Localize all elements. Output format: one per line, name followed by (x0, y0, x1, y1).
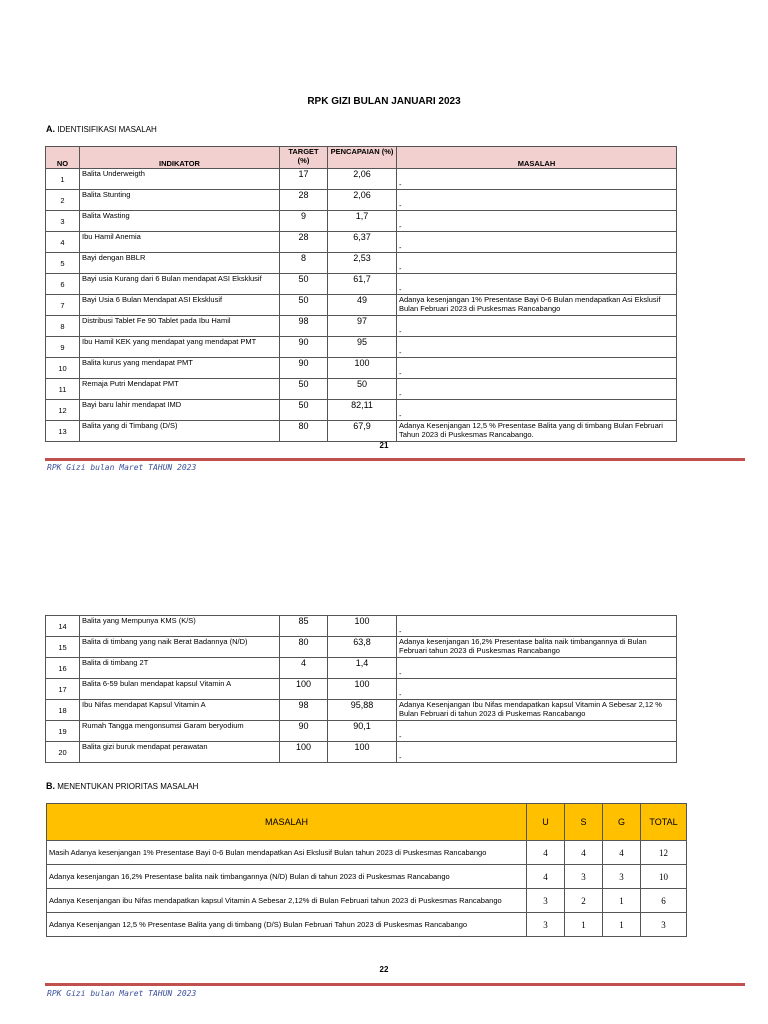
indicator-table-part2 (45, 615, 677, 763)
indicator-table-part1 (45, 146, 677, 442)
table-row (46, 637, 677, 658)
row-target: 28 (280, 190, 328, 211)
row-target: 9 (280, 211, 328, 232)
priority-s: 1 (565, 913, 603, 937)
row-indikator: Bayi baru lahir mendapat IMD (80, 400, 280, 421)
row-target: 8 (280, 253, 328, 274)
priority-u: 3 (527, 913, 565, 937)
row-pencapaian: 100 (328, 679, 397, 700)
row-no: 8 (46, 316, 80, 337)
priority-g: 3 (603, 865, 641, 889)
row-no: 16 (46, 658, 80, 679)
row-target: 80 (280, 637, 328, 658)
footer-rule (45, 983, 745, 986)
row-masalah: - (397, 316, 677, 337)
row-no: 5 (46, 253, 80, 274)
row-indikator: Balita Wasting (80, 211, 280, 232)
row-indikator: Balita Underweigth (80, 169, 280, 190)
row-pencapaian: 6,37 (328, 232, 397, 253)
row-indikator: Distribusi Tablet Fe 90 Tablet pada Ibu Hamil (80, 316, 280, 337)
priority-header-g: G (603, 804, 641, 841)
priority-u: 4 (527, 865, 565, 889)
row-indikator: Balita Stunting (80, 190, 280, 211)
row-no: 19 (46, 721, 80, 742)
table-row (46, 232, 677, 253)
row-indikator: Remaja Putri Mendapat PMT (80, 379, 280, 400)
priority-masalah: Adanya Kesenjangan 12,5 % Presentase Balita yang di timbang (D/S) Bulan Februari Tahun 2023 di Puskesmas Rancabango (47, 913, 527, 937)
row-masalah: Adanya Kesenjangan 12,5 % Presentase Balita yang di timbang Bulan Februari Tahun 2023 di Puskesmas Rancabango. (397, 421, 677, 442)
row-pencapaian: 90,1 (328, 721, 397, 742)
row-no: 7 (46, 295, 80, 316)
row-no: 12 (46, 400, 80, 421)
row-pencapaian: 95,88 (328, 700, 397, 721)
row-target: 98 (280, 700, 328, 721)
priority-s: 3 (565, 865, 603, 889)
table-row (46, 169, 677, 190)
row-masalah: - (397, 211, 677, 232)
priority-row (47, 889, 687, 913)
table-row (46, 211, 677, 232)
table-row (46, 616, 677, 637)
row-indikator: Balita di timbang yang naik Berat Badannya (N/D) (80, 637, 280, 658)
page-footer: RPK Gizi bulan Maret TAHUN 2023 (47, 463, 197, 472)
table-row (46, 379, 677, 400)
priority-masalah: Masih Adanya kesenjangan 1% Presentase Bayi 0-6 Bulan mendapatkan Asi Ekslusif Bulan tahun 2023 di Puskesmas Rancabango (47, 841, 527, 865)
row-indikator: Bayi usia Kurang dari 6 Bulan mendapat ASI Eksklusif (80, 274, 280, 295)
row-target: 90 (280, 337, 328, 358)
table-row (46, 316, 677, 337)
row-indikator: Balita 6-59 bulan mendapat kapsul Vitamin A (80, 679, 280, 700)
row-no: 15 (46, 637, 80, 658)
priority-row (47, 913, 687, 937)
row-no: 3 (46, 211, 80, 232)
priority-total: 3 (641, 913, 687, 937)
row-no: 14 (46, 616, 80, 637)
section-b-heading (46, 781, 198, 791)
row-masalah: - (397, 190, 677, 211)
priority-g: 4 (603, 841, 641, 865)
priority-total: 10 (641, 865, 687, 889)
row-masalah: - (397, 379, 677, 400)
row-pencapaian: 67,9 (328, 421, 397, 442)
priority-total: 6 (641, 889, 687, 913)
table-row (46, 253, 677, 274)
row-indikator: Ibu Nifas mendapat Kapsul Vitamin A (80, 700, 280, 721)
priority-g: 1 (603, 913, 641, 937)
row-masalah: Adanya kesenjangan 16,2% Presentase balita naik timbangannya di Bulan Februari tahun 2023 di Puskesmas Rancabango (397, 637, 677, 658)
row-target: 80 (280, 421, 328, 442)
row-masalah: - (397, 658, 677, 679)
header-masalah: MASALAH (397, 147, 677, 169)
row-masalah: - (397, 169, 677, 190)
row-masalah: - (397, 253, 677, 274)
priority-header-u: U (527, 804, 565, 841)
row-target: 17 (280, 169, 328, 190)
row-pencapaian: 2,06 (328, 169, 397, 190)
row-masalah: - (397, 742, 677, 763)
priority-row (47, 865, 687, 889)
priority-g: 1 (603, 889, 641, 913)
row-pencapaian: 2,53 (328, 253, 397, 274)
row-pencapaian: 97 (328, 316, 397, 337)
row-masalah: - (397, 616, 677, 637)
row-no: 13 (46, 421, 80, 442)
row-masalah: - (397, 400, 677, 421)
row-no: 4 (46, 232, 80, 253)
row-pencapaian: 2,06 (328, 190, 397, 211)
table-row (46, 742, 677, 763)
footer-rule (45, 458, 745, 461)
priority-masalah: Adanya Kesenjangan ibu Nifas mendapatkan kapsul Vitamin A Sebesar 2,12% di Bulan Februari tahun 2023 di Puskesmas Rancabango (47, 889, 527, 913)
table-row (46, 295, 677, 316)
priority-header-s: S (565, 804, 603, 841)
row-indikator: Bayi Usia 6 Bulan Mendapat ASI Eksklusif (80, 295, 280, 316)
page-number: 21 (379, 441, 389, 450)
row-target: 28 (280, 232, 328, 253)
table-row (46, 337, 677, 358)
priority-header-total: TOTAL (641, 804, 687, 841)
priority-total: 12 (641, 841, 687, 865)
row-target: 50 (280, 274, 328, 295)
document-title: RPK GIZI BULAN JANUARI 2023 (307, 96, 461, 107)
row-indikator: Balita kurus yang mendapat PMT (80, 358, 280, 379)
row-target: 90 (280, 358, 328, 379)
page-number: 22 (379, 965, 389, 974)
row-pencapaian: 49 (328, 295, 397, 316)
table-row (46, 190, 677, 211)
row-pencapaian: 100 (328, 742, 397, 763)
row-masalah: - (397, 274, 677, 295)
row-pencapaian: 95 (328, 337, 397, 358)
row-masalah: Adanya kesenjangan 1% Presentase Bayi 0-6 Bulan mendapatkan Asi Ekslusif Bulan Februari 2023 di Puskesmas Rancabango (397, 295, 677, 316)
row-indikator: Balita gizi buruk mendapat perawatan (80, 742, 280, 763)
row-indikator: Balita di timbang 2T (80, 658, 280, 679)
priority-s: 4 (565, 841, 603, 865)
row-no: 18 (46, 700, 80, 721)
row-indikator: Ibu Hamil Anemia (80, 232, 280, 253)
row-masalah: - (397, 721, 677, 742)
header-indikator: INDIKATOR (80, 147, 280, 169)
row-no: 17 (46, 679, 80, 700)
priority-table (46, 803, 687, 937)
row-pencapaian: 1,4 (328, 658, 397, 679)
table-row (46, 700, 677, 721)
row-no: 10 (46, 358, 80, 379)
priority-header-masalah: MASALAH (47, 804, 527, 841)
page-footer: RPK Gizi bulan Maret TAHUN 2023 (47, 989, 197, 998)
priority-row (47, 841, 687, 865)
row-pencapaian: 82,11 (328, 400, 397, 421)
section-a-heading (46, 124, 157, 134)
section-a-label: IDENTISIFIKASI MASALAH (57, 125, 157, 134)
row-target: 90 (280, 721, 328, 742)
row-indikator: Bayi dengan BBLR (80, 253, 280, 274)
table-row (46, 421, 677, 442)
table-row (46, 721, 677, 742)
row-masalah: - (397, 232, 677, 253)
indicator-table-part1-body (46, 169, 677, 442)
section-a-letter: A. (46, 124, 55, 134)
row-pencapaian: 100 (328, 358, 397, 379)
row-no: 2 (46, 190, 80, 211)
row-pencapaian: 1,7 (328, 211, 397, 232)
row-no: 6 (46, 274, 80, 295)
row-masalah: - (397, 337, 677, 358)
priority-u: 3 (527, 889, 565, 913)
section-b-label: MENENTUKAN PRIORITAS MASALAH (57, 782, 199, 791)
table-row (46, 658, 677, 679)
row-pencapaian: 61,7 (328, 274, 397, 295)
row-masalah: - (397, 679, 677, 700)
table-row (46, 679, 677, 700)
row-target: 85 (280, 616, 328, 637)
row-indikator: Ibu Hamil KEK yang mendapat yang mendapat PMT (80, 337, 280, 358)
row-target: 98 (280, 316, 328, 337)
row-target: 50 (280, 295, 328, 316)
row-indikator: Balita yang di Timbang (D/S) (80, 421, 280, 442)
row-no: 11 (46, 379, 80, 400)
row-pencapaian: 63,8 (328, 637, 397, 658)
row-target: 4 (280, 658, 328, 679)
table-row (46, 400, 677, 421)
row-pencapaian: 100 (328, 616, 397, 637)
table-row (46, 274, 677, 295)
row-no: 9 (46, 337, 80, 358)
row-indikator: Balita yang Mempunya KMS (K/S) (80, 616, 280, 637)
priority-s: 2 (565, 889, 603, 913)
row-masalah: Adanya Kesenjangan Ibu Nifas mendapatkan kapsul Vitamin A Sebesar 2,12 % Bulan Februari di tahun 2023 di Puskemas Rancabango (397, 700, 677, 721)
row-target: 100 (280, 679, 328, 700)
priority-table-body (47, 841, 687, 937)
table-row (46, 358, 677, 379)
priority-u: 4 (527, 841, 565, 865)
section-b-letter: B. (46, 781, 55, 791)
row-target: 50 (280, 379, 328, 400)
header-pencapaian: PENCAPAIAN (%) (328, 147, 397, 169)
row-target: 50 (280, 400, 328, 421)
row-pencapaian: 50 (328, 379, 397, 400)
header-target: TARGET (%) (280, 147, 328, 169)
row-target: 100 (280, 742, 328, 763)
priority-masalah: Adanya kesenjangan 16,2% Presentase balita naik timbangannya (N/D) Bulan di tahun 2023 di Puskesmas Rancabango (47, 865, 527, 889)
row-no: 20 (46, 742, 80, 763)
row-no: 1 (46, 169, 80, 190)
row-masalah: - (397, 358, 677, 379)
row-indikator: Rumah Tangga mengonsumsi Garam beryodium (80, 721, 280, 742)
header-no: NO (46, 147, 80, 169)
indicator-table-part2-body (46, 616, 677, 763)
